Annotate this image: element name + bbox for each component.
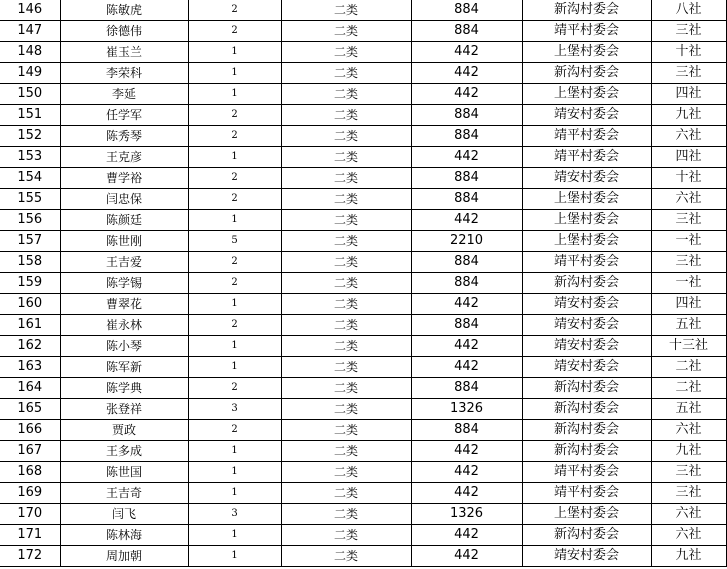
row-index-cell: 166	[0, 420, 60, 441]
name-cell: 闫飞	[60, 504, 188, 525]
household-count-cell: 1	[188, 357, 281, 378]
category-cell: 二类	[281, 399, 411, 420]
village-cell: 上堡村委会	[522, 189, 651, 210]
table-row	[0, 483, 726, 504]
household-count-cell: 2	[188, 126, 281, 147]
row-index-cell: 146	[0, 0, 60, 21]
category-cell: 二类	[281, 21, 411, 42]
name-cell: 闫忠保	[60, 189, 188, 210]
row-index-cell: 149	[0, 63, 60, 84]
village-cell: 上堡村委会	[522, 84, 651, 105]
amount-cell: 442	[411, 84, 522, 105]
table-row	[0, 294, 726, 315]
category-cell: 二类	[281, 210, 411, 231]
group-cell: 十社	[651, 168, 726, 189]
category-cell: 二类	[281, 504, 411, 525]
amount-cell: 884	[411, 420, 522, 441]
table-row	[0, 252, 726, 273]
amount-cell: 442	[411, 294, 522, 315]
name-cell: 崔玉兰	[60, 42, 188, 63]
household-count-cell: 1	[188, 42, 281, 63]
amount-cell: 884	[411, 21, 522, 42]
village-cell: 新沟村委会	[522, 420, 651, 441]
village-cell: 靖安村委会	[522, 168, 651, 189]
group-cell: 四社	[651, 147, 726, 168]
row-index-cell: 167	[0, 441, 60, 462]
group-cell: 六社	[651, 189, 726, 210]
category-cell: 二类	[281, 42, 411, 63]
group-cell: 三社	[651, 462, 726, 483]
table-row	[0, 63, 726, 84]
table-row	[0, 399, 726, 420]
row-index-cell: 168	[0, 462, 60, 483]
row-index-cell: 162	[0, 336, 60, 357]
category-cell: 二类	[281, 525, 411, 546]
table-row	[0, 210, 726, 231]
table-row	[0, 336, 726, 357]
group-cell: 十社	[651, 42, 726, 63]
category-cell: 二类	[281, 420, 411, 441]
household-count-cell: 1	[188, 63, 281, 84]
amount-cell: 1326	[411, 504, 522, 525]
name-cell: 王吉爱	[60, 252, 188, 273]
village-cell: 新沟村委会	[522, 399, 651, 420]
name-cell: 陈小琴	[60, 336, 188, 357]
group-cell: 六社	[651, 504, 726, 525]
category-cell: 二类	[281, 252, 411, 273]
group-cell: 六社	[651, 126, 726, 147]
village-cell: 靖平村委会	[522, 147, 651, 168]
amount-cell: 1326	[411, 399, 522, 420]
name-cell: 陈军新	[60, 357, 188, 378]
table-row	[0, 21, 726, 42]
amount-cell: 884	[411, 105, 522, 126]
village-cell: 靖安村委会	[522, 546, 651, 567]
row-index-cell: 155	[0, 189, 60, 210]
amount-cell: 442	[411, 42, 522, 63]
amount-cell: 442	[411, 336, 522, 357]
category-cell: 二类	[281, 168, 411, 189]
amount-cell: 884	[411, 315, 522, 336]
table-row	[0, 357, 726, 378]
row-index-cell: 157	[0, 231, 60, 252]
group-cell: 四社	[651, 294, 726, 315]
village-cell: 靖平村委会	[522, 462, 651, 483]
amount-cell: 884	[411, 168, 522, 189]
row-index-cell: 172	[0, 546, 60, 567]
household-count-cell: 2	[188, 105, 281, 126]
row-index-cell: 171	[0, 525, 60, 546]
table-row	[0, 147, 726, 168]
village-cell: 靖安村委会	[522, 294, 651, 315]
household-count-cell: 2	[188, 189, 281, 210]
row-index-cell: 148	[0, 42, 60, 63]
name-cell: 任学军	[60, 105, 188, 126]
row-index-cell: 158	[0, 252, 60, 273]
row-index-cell: 165	[0, 399, 60, 420]
category-cell: 二类	[281, 441, 411, 462]
category-cell: 二类	[281, 483, 411, 504]
household-count-cell: 1	[188, 210, 281, 231]
table-row	[0, 462, 726, 483]
amount-cell: 442	[411, 525, 522, 546]
household-count-cell: 2	[188, 273, 281, 294]
row-index-cell: 159	[0, 273, 60, 294]
group-cell: 九社	[651, 546, 726, 567]
name-cell: 陈敏虎	[60, 0, 188, 21]
table-row	[0, 84, 726, 105]
household-count-cell: 3	[188, 399, 281, 420]
table-row	[0, 126, 726, 147]
row-index-cell: 170	[0, 504, 60, 525]
table-row	[0, 168, 726, 189]
category-cell: 二类	[281, 84, 411, 105]
household-count-cell: 2	[188, 0, 281, 21]
village-cell: 新沟村委会	[522, 0, 651, 21]
amount-cell: 884	[411, 378, 522, 399]
table-row	[0, 189, 726, 210]
name-cell: 王吉奇	[60, 483, 188, 504]
household-count-cell: 3	[188, 504, 281, 525]
name-cell: 曹学裕	[60, 168, 188, 189]
amount-cell: 442	[411, 210, 522, 231]
household-count-cell: 5	[188, 231, 281, 252]
category-cell: 二类	[281, 0, 411, 21]
category-cell: 二类	[281, 105, 411, 126]
category-cell: 二类	[281, 273, 411, 294]
category-cell: 二类	[281, 546, 411, 567]
village-cell: 新沟村委会	[522, 525, 651, 546]
village-cell: 上堡村委会	[522, 42, 651, 63]
group-cell: 三社	[651, 252, 726, 273]
name-cell: 贾政	[60, 420, 188, 441]
village-cell: 上堡村委会	[522, 210, 651, 231]
row-index-cell: 160	[0, 294, 60, 315]
row-index-cell: 154	[0, 168, 60, 189]
village-cell: 靖平村委会	[522, 126, 651, 147]
row-index-cell: 169	[0, 483, 60, 504]
amount-cell: 442	[411, 462, 522, 483]
household-count-cell: 2	[188, 378, 281, 399]
name-cell: 王克彦	[60, 147, 188, 168]
village-cell: 新沟村委会	[522, 441, 651, 462]
table-row	[0, 525, 726, 546]
table-row	[0, 105, 726, 126]
amount-cell: 442	[411, 63, 522, 84]
name-cell: 王多成	[60, 441, 188, 462]
village-cell: 新沟村委会	[522, 273, 651, 294]
name-cell: 陈世刚	[60, 231, 188, 252]
row-index-cell: 152	[0, 126, 60, 147]
name-cell: 李荣科	[60, 63, 188, 84]
category-cell: 二类	[281, 63, 411, 84]
village-cell: 靖平村委会	[522, 483, 651, 504]
village-cell: 靖平村委会	[522, 252, 651, 273]
name-cell: 陈学锡	[60, 273, 188, 294]
table-row	[0, 420, 726, 441]
village-cell: 靖安村委会	[522, 315, 651, 336]
category-cell: 二类	[281, 294, 411, 315]
amount-cell: 442	[411, 441, 522, 462]
table-row	[0, 0, 726, 21]
group-cell: 二社	[651, 378, 726, 399]
name-cell: 崔永林	[60, 315, 188, 336]
category-cell: 二类	[281, 357, 411, 378]
row-index-cell: 147	[0, 21, 60, 42]
row-index-cell: 153	[0, 147, 60, 168]
village-cell: 新沟村委会	[522, 63, 651, 84]
group-cell: 一社	[651, 231, 726, 252]
group-cell: 六社	[651, 525, 726, 546]
row-index-cell: 163	[0, 357, 60, 378]
household-count-cell: 1	[188, 525, 281, 546]
table-row	[0, 231, 726, 252]
row-index-cell: 156	[0, 210, 60, 231]
group-cell: 三社	[651, 483, 726, 504]
category-cell: 二类	[281, 462, 411, 483]
category-cell: 二类	[281, 126, 411, 147]
village-cell: 新沟村委会	[522, 378, 651, 399]
table-row	[0, 546, 726, 567]
village-cell: 靖安村委会	[522, 357, 651, 378]
group-cell: 九社	[651, 105, 726, 126]
household-count-cell: 2	[188, 168, 281, 189]
group-cell: 六社	[651, 420, 726, 441]
household-count-cell: 1	[188, 294, 281, 315]
amount-cell: 2210	[411, 231, 522, 252]
group-cell: 三社	[651, 63, 726, 84]
amount-cell: 884	[411, 126, 522, 147]
row-index-cell: 164	[0, 378, 60, 399]
group-cell: 三社	[651, 21, 726, 42]
name-cell: 陈林海	[60, 525, 188, 546]
category-cell: 二类	[281, 378, 411, 399]
amount-cell: 884	[411, 273, 522, 294]
household-count-cell: 2	[188, 21, 281, 42]
group-cell: 二社	[651, 357, 726, 378]
name-cell: 陈学典	[60, 378, 188, 399]
village-cell: 靖安村委会	[522, 336, 651, 357]
household-count-cell: 1	[188, 84, 281, 105]
household-count-cell: 1	[188, 462, 281, 483]
household-count-cell: 2	[188, 252, 281, 273]
name-cell: 徐德伟	[60, 21, 188, 42]
table-row	[0, 504, 726, 525]
household-count-cell: 2	[188, 420, 281, 441]
amount-cell: 442	[411, 483, 522, 504]
group-cell: 九社	[651, 441, 726, 462]
name-cell: 陈秀琴	[60, 126, 188, 147]
name-cell: 张登祥	[60, 399, 188, 420]
amount-cell: 442	[411, 546, 522, 567]
category-cell: 二类	[281, 189, 411, 210]
category-cell: 二类	[281, 315, 411, 336]
amount-cell: 442	[411, 147, 522, 168]
household-count-cell: 1	[188, 336, 281, 357]
amount-cell: 884	[411, 189, 522, 210]
table-row	[0, 315, 726, 336]
name-cell: 陈世国	[60, 462, 188, 483]
village-cell: 上堡村委会	[522, 504, 651, 525]
group-cell: 五社	[651, 315, 726, 336]
table-row	[0, 273, 726, 294]
household-count-cell: 1	[188, 483, 281, 504]
household-count-cell: 1	[188, 147, 281, 168]
row-index-cell: 150	[0, 84, 60, 105]
household-count-cell: 1	[188, 441, 281, 462]
household-count-cell: 1	[188, 546, 281, 567]
group-cell: 一社	[651, 273, 726, 294]
group-cell: 三社	[651, 210, 726, 231]
table-row	[0, 378, 726, 399]
name-cell: 李延	[60, 84, 188, 105]
village-cell: 靖平村委会	[522, 21, 651, 42]
name-cell: 陈颜廷	[60, 210, 188, 231]
row-index-cell: 151	[0, 105, 60, 126]
table-row	[0, 441, 726, 462]
row-index-cell: 161	[0, 315, 60, 336]
category-cell: 二类	[281, 147, 411, 168]
amount-cell: 442	[411, 357, 522, 378]
name-cell: 曹翠花	[60, 294, 188, 315]
group-cell: 八社	[651, 0, 726, 21]
group-cell: 五社	[651, 399, 726, 420]
amount-cell: 884	[411, 252, 522, 273]
group-cell: 四社	[651, 84, 726, 105]
group-cell: 十三社	[651, 336, 726, 357]
table-row	[0, 42, 726, 63]
category-cell: 二类	[281, 336, 411, 357]
name-cell: 周加朝	[60, 546, 188, 567]
category-cell: 二类	[281, 231, 411, 252]
village-cell: 靖安村委会	[522, 105, 651, 126]
amount-cell: 884	[411, 0, 522, 21]
household-count-cell: 2	[188, 315, 281, 336]
village-cell: 上堡村委会	[522, 231, 651, 252]
